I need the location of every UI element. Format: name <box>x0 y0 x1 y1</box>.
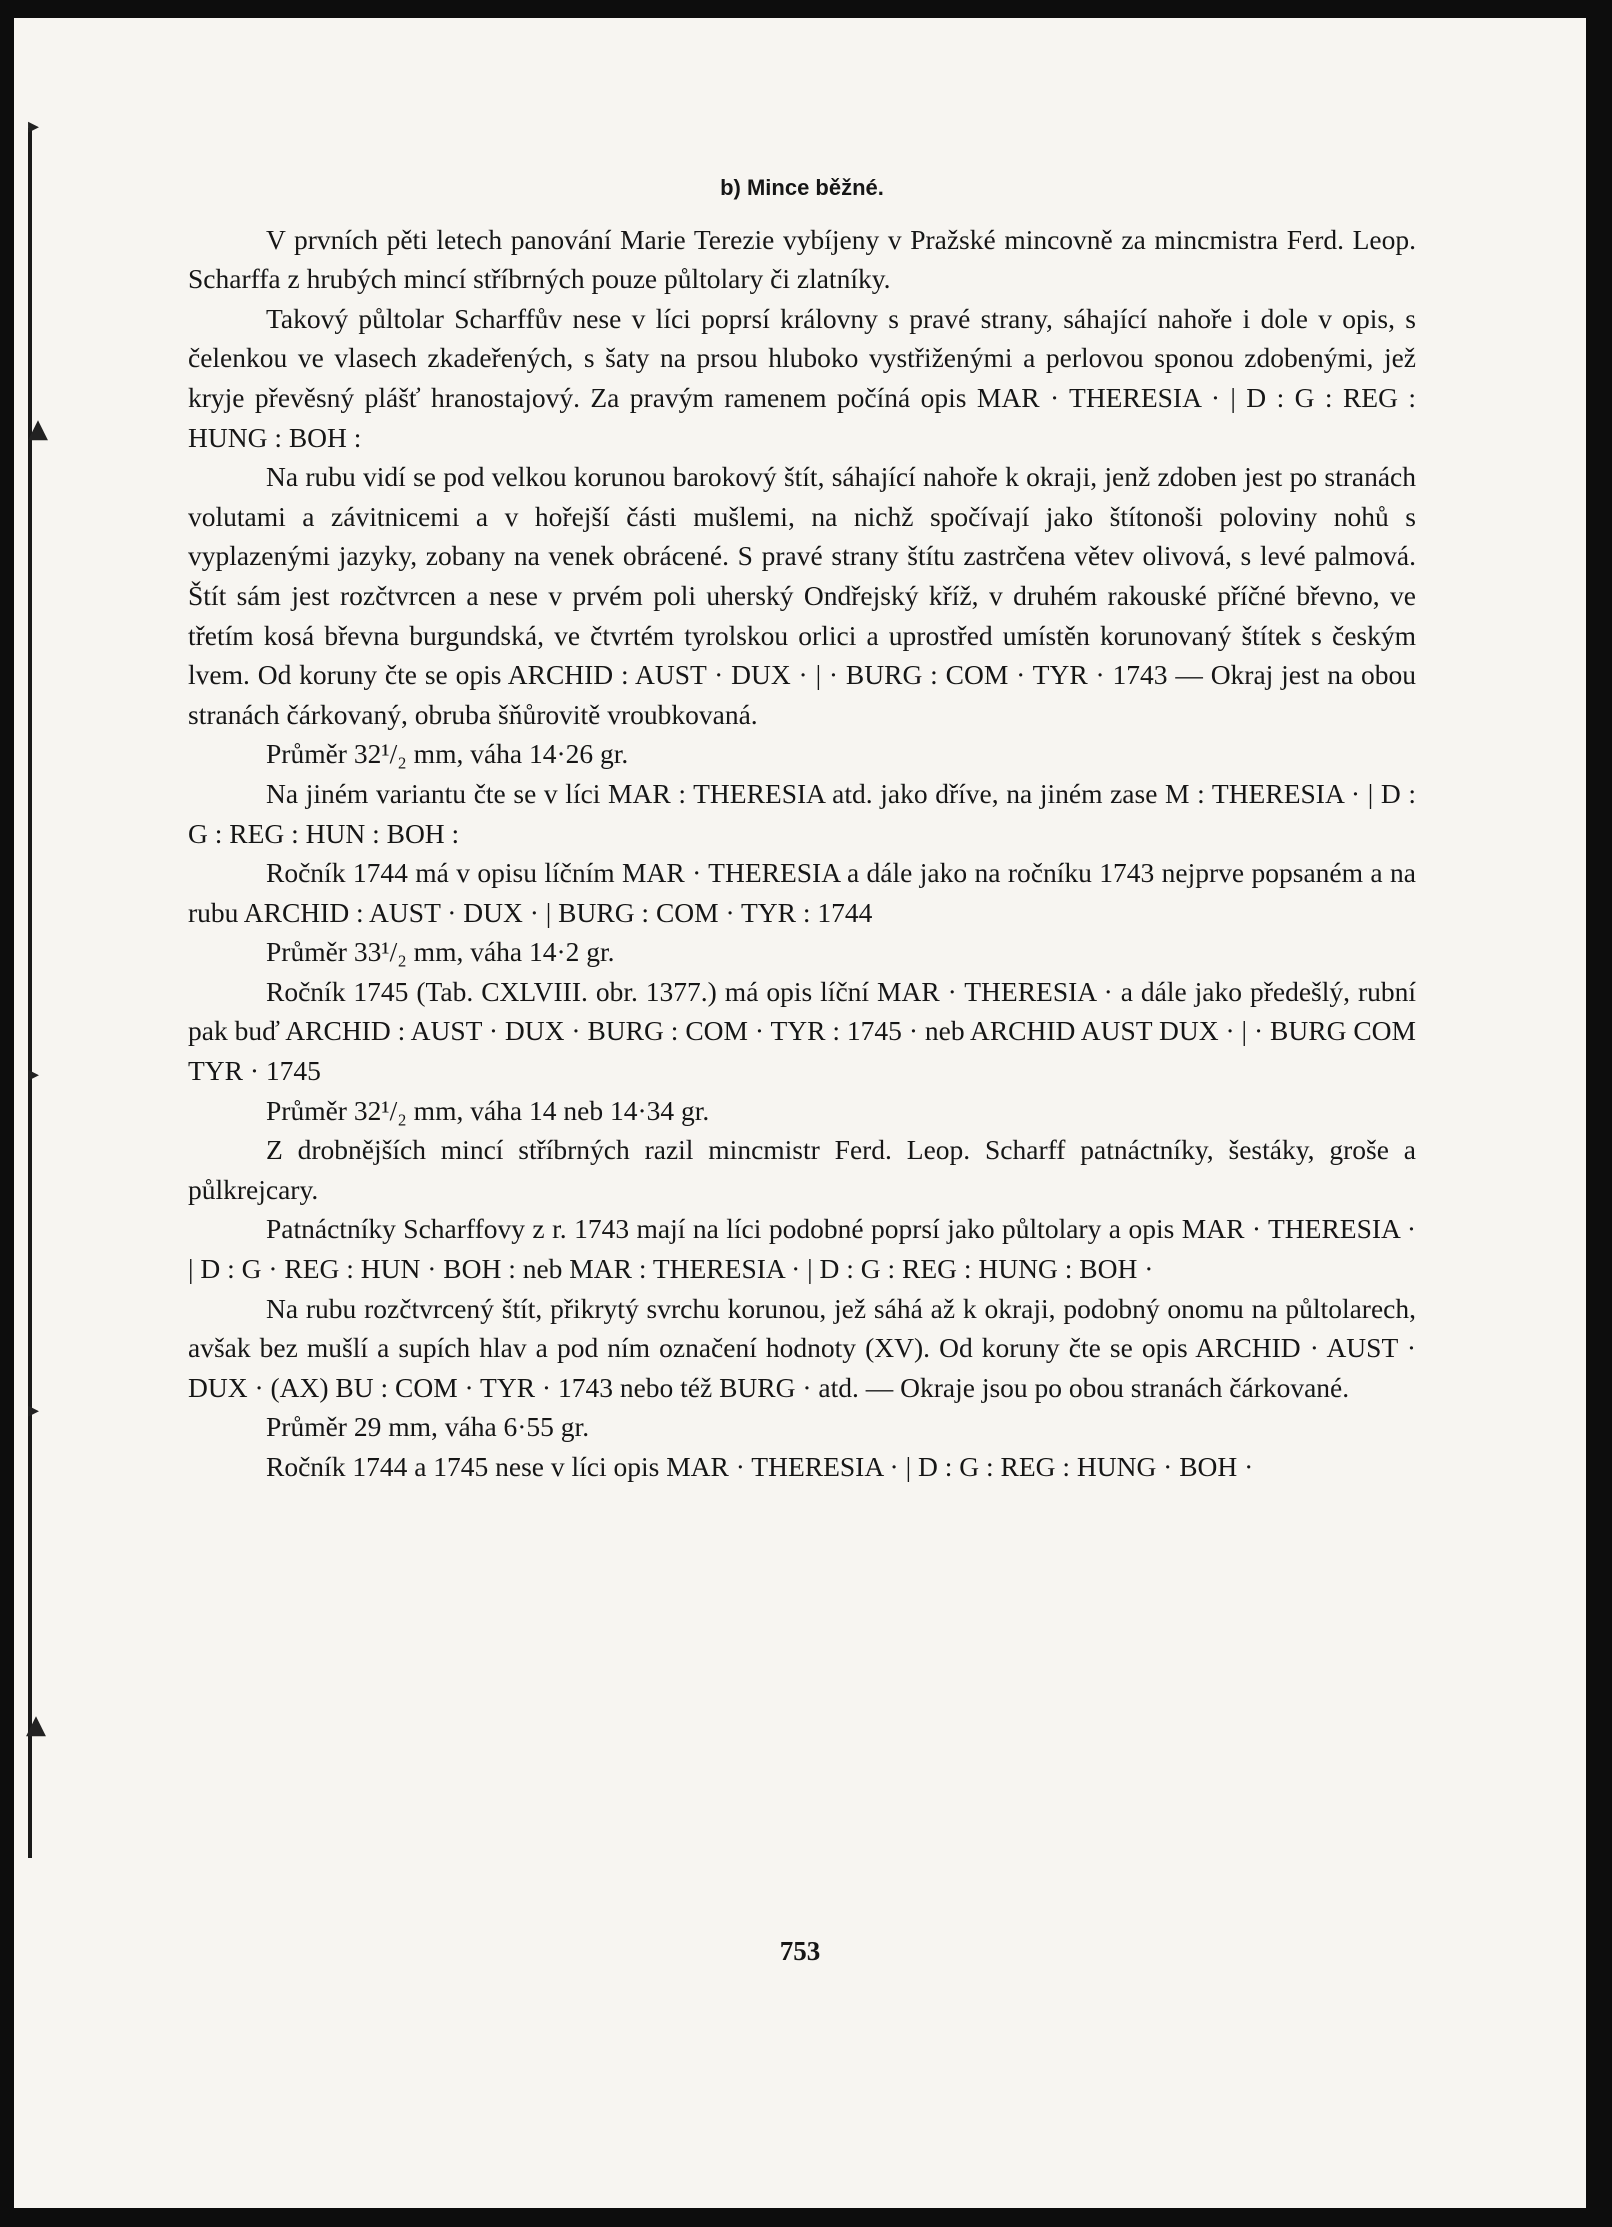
margin-mark: ▸ <box>28 114 40 139</box>
margin-mark: ▲ <box>28 414 48 444</box>
margin-mark: ▸ <box>28 1398 40 1423</box>
measurement-line: Průměr 32¹/₂ mm, váha 14 neb 14·34 gr. <box>266 1094 710 1126</box>
paragraph: V prvních pěti letech panování Marie Terezie vybíjeny v Pražské mincovně za mincmistra Ferd. Leop. Scharffa z hrubých mincí stříbrných pouze půltolary či zlatníky. <box>188 223 1416 295</box>
margin-mark: ▲ <box>26 1710 46 1740</box>
paragraph: Na jiném variantu čte se v líci MAR : THERESIA atd. jako dříve, na jiném zase M : THERESIA · | D : G : REG : HUN : BOH : <box>188 777 1416 849</box>
paragraph: Ročník 1745 (Tab. CXLVIII. obr. 1377.) má opis líční MAR · THERESIA · a dále jako předešlý, rubní pak buď ARCHID : AUST · DUX · BURG : COM · TYR : 1745 · neb ARCHID AUST DUX · | · BURG COM TYR · 1745 <box>188 975 1416 1087</box>
section-heading: b) Mince běžné. <box>720 175 884 200</box>
paragraph: Ročník 1744 má v opisu líčním MAR · THERESIA a dále jako na ročníku 1743 nejprve popsaném a na rubu ARCHID : AUST · DUX · | BURG : COM · TYR : 1744 <box>188 857 1416 928</box>
paragraph: Na rubu vidí se pod velkou korunou barokový štít, sáhající nahoře k okraji, jenž zdoben jest po stranách volutami a závitnicemi a v hořejší části mušlemi, na nichž spočívají jako štítonoši poloviny nohů s vyplazenými jazyky, zobany na venek obrácené. S pravé strany štítu zastrčena větev olivová, s levé palmová. Štít sám jest rozčtvrcen a nese v prvém poli uherský Ondřejský kříž, v druhém rakouské příčné břevno, ve třetím kosá břevna burgundská, ve čtvrtém tyrolskou orlici a uprostřed umístěn korunovaný štítek s českým lvem. Od koruny čte se opis ARCHID : AUST · DUX · | · BURG : COM · TYR · 1743 — Okraj jest na obou stranách čárkovaný, obruba šňůrovitě vroubkovaná. <box>188 461 1416 730</box>
paragraph: Takový půltolar Scharffův nese v líci poprsí královny s pravé strany, sáhající nahoře i dole v opis, s čelenkou ve vlasech zkadeřených, s šaty na prsou hluboko vystřiženými a perlovou sponou zdobenými, jež kryje převěsný plášť hranostajový. Za pravým ramenem počíná opis MAR · THERESIA · | D : G : REG : HUNG : BOH : <box>188 302 1416 453</box>
measurement-line: Průměr 32¹/₂ mm, váha 14·26 gr. <box>266 738 629 770</box>
main-text <box>188 168 1416 1487</box>
paragraph: Na rubu rozčtvrcený štít, přikrytý svrchu korunou, jež sáhá až k okraji, podobný onomu na půltolarech, avšak bez mušlí a supích hlav a pod ním označení hodnoty (XV). Od koruny čte se opis ARCHID · AUST · DUX · (AX) BU : COM · TYR · 1743 nebo též BURG · atd. — Okraje jsou po obou stranách čárkované. <box>188 1292 1416 1403</box>
paragraph: Patnáctníky Scharffovy z r. 1743 mají na líci podobné poprsí jako půltolary a opis MAR · THERESIA · | D : G · REG : HUN · BOH : neb MAR : THERESIA · | D : G : REG : HUNG : BOH · <box>188 1213 1416 1285</box>
margin-mark: ▸ <box>28 1062 40 1087</box>
page-number: 753 <box>779 1936 821 1966</box>
paragraph: Z drobnějších mincí stříbrných razil mincmistr Ferd. Leop. Scharff patnáctníky, šestáky, groše a půlkrejcary. <box>188 1134 1416 1205</box>
measurement-line: Průměr 29 mm, váha 6·55 gr. <box>266 1411 590 1443</box>
paragraph: Ročník 1744 a 1745 nese v líci opis MAR · THERESIA · | D : G : REG : HUNG · BOH · <box>266 1451 1254 1482</box>
margin-rule <box>28 128 32 1858</box>
measurement-line: Průměr 33¹/₂ mm, váha 14·2 gr. <box>266 936 615 968</box>
scanned-page <box>14 18 1586 2208</box>
